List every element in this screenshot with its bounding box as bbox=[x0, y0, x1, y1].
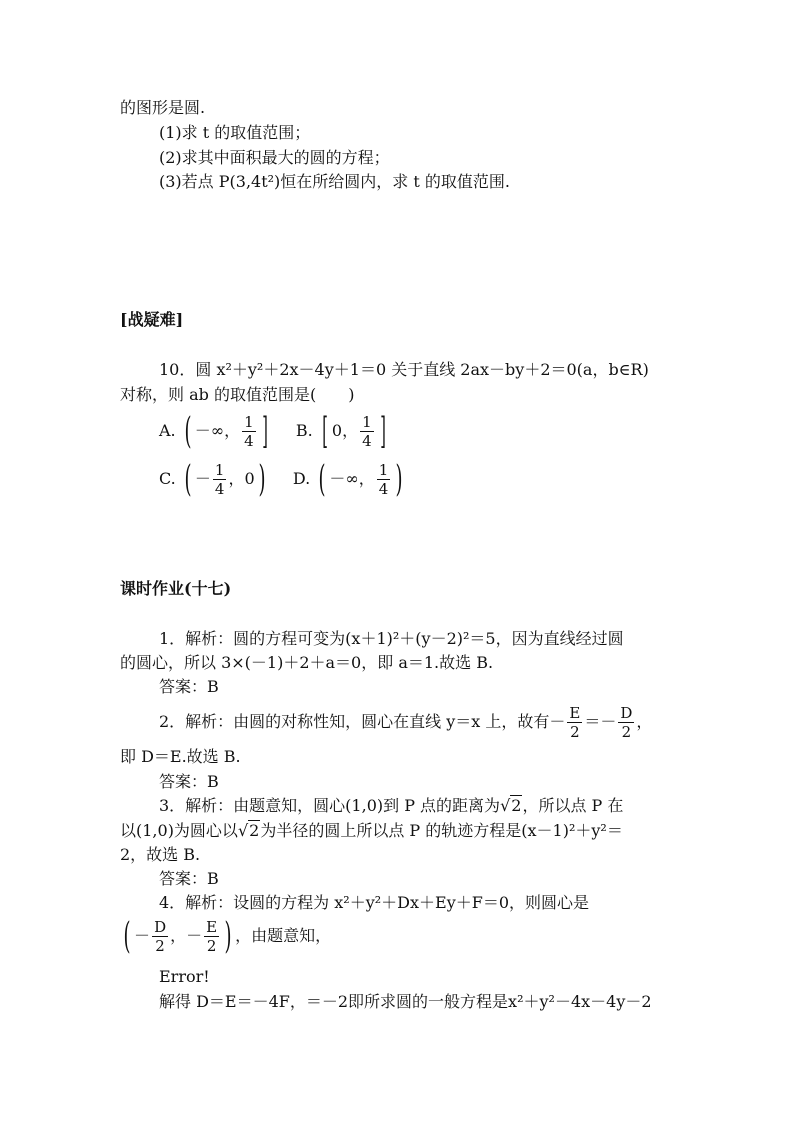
option-d-label: D. bbox=[292, 469, 311, 488]
option-c-sign: － bbox=[194, 469, 211, 488]
option-b-label: B. bbox=[295, 421, 313, 440]
open-paren-icon: ( bbox=[184, 410, 192, 452]
sqrt-icon: √2 bbox=[237, 821, 260, 840]
option-b-left: 0， bbox=[331, 421, 359, 440]
answer2-end: ， bbox=[636, 712, 653, 731]
answer2-result: 答案：B bbox=[159, 772, 219, 791]
answer4-fraction-d: $\frac{D}{2}$ bbox=[154, 918, 167, 955]
problem10-line1: 10．圆 x²＋y²＋2x－4y＋1＝0 关于直线 2ax－by＋2＝0(a，b∈R) bbox=[159, 360, 649, 379]
problem9-q2: (2)求其中面积最大的圆的方程； bbox=[159, 148, 390, 167]
option-c-right: ，0 bbox=[228, 469, 255, 488]
answer3-line1 bbox=[159, 795, 623, 817]
answer2-text: 2．解析：由圆的对称性知，圆心在直线 y＝x 上，故有－ bbox=[159, 712, 566, 731]
option-a-label: A. bbox=[159, 421, 176, 440]
problem9-line0: 的图形是圆. bbox=[120, 98, 206, 117]
section-challenge-heading: [战疑难] bbox=[120, 310, 184, 329]
open-bracket-icon: [ bbox=[322, 410, 328, 452]
option-c-fraction: $\frac{1}{4}$ bbox=[214, 461, 225, 498]
close-paren-icon: ) bbox=[395, 458, 403, 500]
answer3-line3: 2，故选 B. bbox=[120, 845, 201, 864]
answer2-fraction-e: $\frac{E}{2}$ bbox=[569, 704, 581, 741]
problem10-line2: 对称，则 ab 的取值范围是( ) bbox=[120, 385, 355, 404]
answer1-line2: 的圆心，所以 3×(－1)＋2＋a＝0，即 a＝1.故选 B. bbox=[120, 653, 494, 672]
answer4-sep: ，－ bbox=[170, 926, 203, 945]
answer3-text-a: 3．解析：由题意知，圆心(1,0)到 P 点的距离为 bbox=[159, 796, 501, 815]
answer2-line1 bbox=[159, 702, 652, 742]
open-paren-icon: ( bbox=[318, 458, 326, 500]
answer2-line2: 即 D＝E.故选 B. bbox=[120, 747, 241, 766]
problem9-q1: (1)求 t 的取值范围； bbox=[159, 123, 311, 142]
open-paren-icon: ( bbox=[184, 458, 192, 500]
close-paren-icon: ) bbox=[258, 458, 266, 500]
option-b-fraction: $\frac{1}{4}$ bbox=[362, 413, 372, 450]
option-row-cd bbox=[159, 460, 406, 498]
answer4-after: ，由题意知， bbox=[235, 926, 332, 945]
answer4-line2 bbox=[120, 916, 331, 956]
answer4-fraction-e: $\frac{E}{2}$ bbox=[206, 918, 218, 955]
option-a-fraction: $\frac{1}{4}$ bbox=[244, 413, 254, 450]
problem9-q3: (3)若点 P(3,4t²)恒在所给圆内，求 t 的取值范围. bbox=[159, 172, 510, 191]
answer4-line4: 解得 D＝E＝－4F，＝－2即所求圆的一般方程是x²＋y²－4x－4y－2 bbox=[159, 992, 652, 1011]
answer4-line1: 4．解析：设圆的方程为 x²＋y²＋Dx＋Ey＋F＝0，则圆心是 bbox=[159, 893, 590, 912]
answer2-fraction-d: $\frac{D}{2}$ bbox=[620, 704, 633, 741]
answer1-line1: 1．解析：圆的方程可变为(x＋1)²＋(y－2)²＝5，因为直线经过圆 bbox=[159, 629, 624, 648]
answer3-text-d: 为半径的圆上所以点 P 的轨迹方程是(x－1)²＋y²＝ bbox=[260, 821, 623, 840]
open-paren-icon: ( bbox=[123, 915, 131, 957]
answer3-line2 bbox=[120, 820, 623, 842]
close-bracket-icon: ] bbox=[379, 410, 386, 452]
answer3-result: 答案：B bbox=[159, 869, 219, 888]
option-a-left: －∞， bbox=[194, 421, 241, 440]
sqrt-icon: √2 bbox=[500, 796, 522, 815]
answer2-mid: ＝－ bbox=[584, 712, 617, 731]
close-bracket-icon: ] bbox=[261, 410, 268, 452]
option-d-fraction: $\frac{1}{4}$ bbox=[378, 461, 389, 498]
option-c-label: C. bbox=[159, 469, 176, 488]
option-d-left: －∞， bbox=[329, 469, 375, 488]
option-row-ab bbox=[159, 412, 390, 450]
answer4-error: Error! bbox=[159, 967, 210, 986]
answer1-result: 答案：B bbox=[159, 677, 219, 696]
answer3-text-c: 以(1,0)为圆心以 bbox=[120, 821, 238, 840]
section-homework-heading: 课时作业(十七) bbox=[120, 579, 232, 598]
close-paren-icon: ) bbox=[224, 915, 232, 957]
answer3-text-b: ，所以点 P 在 bbox=[522, 796, 624, 815]
answer4-sign: － bbox=[134, 926, 151, 945]
